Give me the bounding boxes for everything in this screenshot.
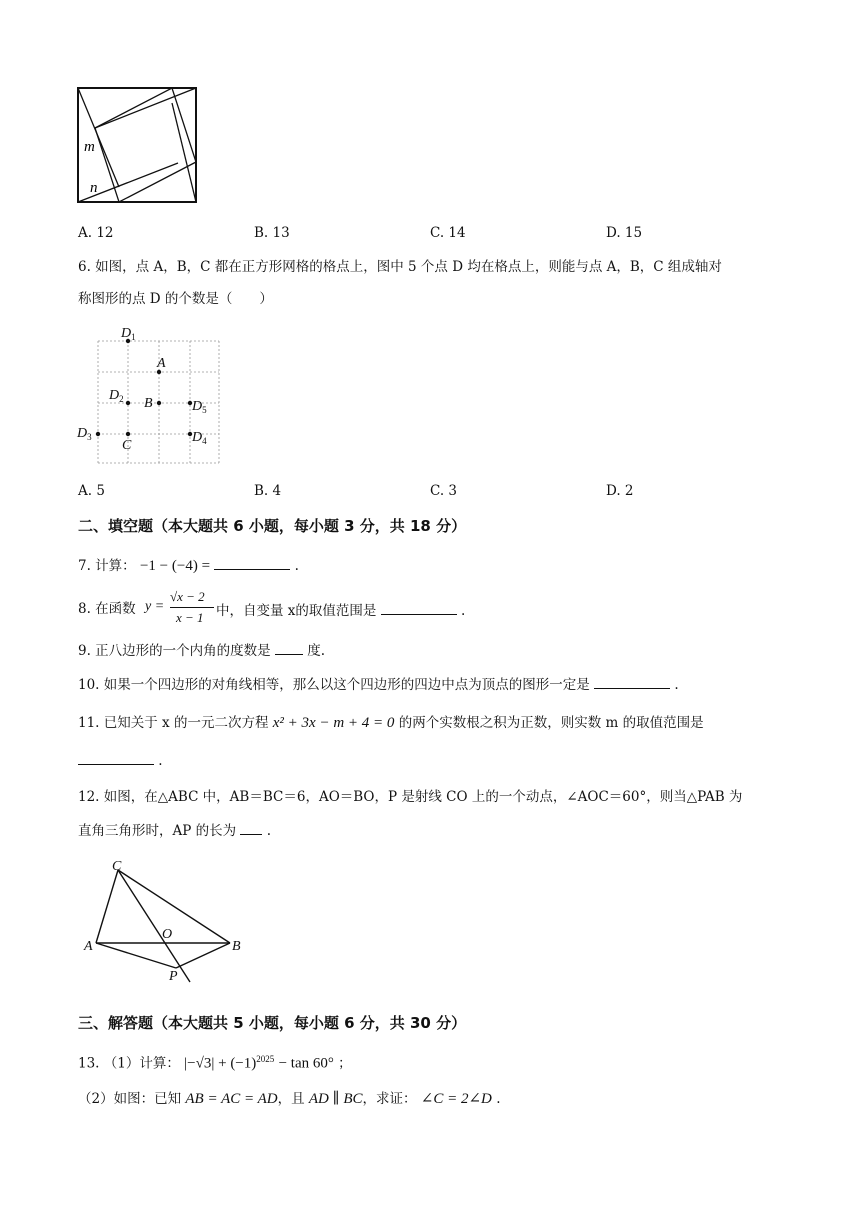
q9-text: 9. 正八边形的一个内角的度数是 [78,643,271,659]
label-d5: $D_5$ [192,399,207,415]
q13-part1-tail: − tan 60° [278,1055,334,1072]
q9-end: 度. [307,643,326,659]
q11-equation: x² + 3x − m + 4 = 0 [272,715,395,731]
label-o: O [162,927,173,942]
point-d2 [126,401,130,405]
q5-option-d: D. 15 [606,225,643,241]
q8-suffix: 中，自变量 x的取值范围是 [216,603,377,619]
label-m: m [84,139,95,155]
q13-part2-parallel: AD ∥ BC [308,1091,363,1107]
q13-part1-prefix: 13. （1）计算： [78,1055,180,1072]
q11 [78,714,704,732]
q11-end: . [158,753,163,769]
q8-end: . [461,603,466,619]
q12-answer-blank[interactable] [240,820,262,835]
q6-option-c: C. 3 [430,483,458,499]
label-c: C [112,859,122,874]
q6-text-line2: 称图形的点 D 的个数是（ ） [78,291,273,307]
q13-part2 [78,1090,500,1108]
q13-part1-expr: |−√3| + (−1) [184,1055,257,1072]
q7 [78,555,299,575]
q6-text-line1: 6. 如图，点 A，B，C 都在正方形网格的格点上，图中 5 个点 D 均在格点上，则能与点 A，B，C 组成轴对 [78,259,722,275]
inner-square [95,88,196,202]
q13-part1-exponent: 2025 [256,1054,275,1064]
q11-answer-blank[interactable] [78,750,154,765]
q12-end: . [266,823,272,839]
q7-prefix: 7. 计算： [78,558,136,574]
q12-triangle-figure [80,858,260,988]
label-p: P [169,969,178,984]
q6-option-d: D. 2 [606,483,634,499]
q8-fraction-bar [170,607,214,608]
q13-part2-end: . [496,1091,501,1107]
label-a: A [84,939,93,954]
q13-part2-claim: ∠C = 2∠D [420,1091,492,1107]
q13-part2-prefix: （2）如图：已知 [78,1091,182,1107]
q10-answer-blank[interactable] [594,674,670,689]
label-d2: $D_2$ [109,388,124,404]
q9 [78,640,325,660]
q12-text-line2: 直角三角形时，AP 的长为 [78,823,237,839]
q11-text-b: 的两个实数根之积为正数，则实数 m 的取值范围是 [398,715,704,731]
q8-numerator: √x − 2 [170,589,205,604]
q6-option-b: B. 4 [254,483,282,499]
q10 [78,674,679,694]
point-c [126,432,130,436]
label-d3: $D_3$ [77,426,92,442]
q8-func-lhs: y = [145,599,165,614]
q5-figure [70,84,210,206]
q12-text-line2-wrap [78,820,271,840]
q5-option-a: A. 12 [78,225,114,241]
label-d4: $D_4$ [192,430,207,446]
label-c: C [122,438,132,453]
q7-end: . [294,558,299,574]
q6-option-a: A. 5 [78,483,105,499]
point-b [157,401,161,405]
q10-text: 10. 如果一个四边形的对角线相等，那么以这个四边形的四边中点为顶点的图形一定是 [78,677,590,693]
label-d1: $D_1$ [121,326,136,342]
q13-part2-mid: ，且 [277,1091,305,1107]
q7-answer-blank[interactable] [214,555,290,570]
q5-option-c: C. 14 [430,225,466,241]
q13-part2-given: AB = AC = AD [185,1091,278,1107]
label-b: B [144,396,153,411]
q13-part2-prove: ，求证： [362,1091,417,1107]
label-a: A [157,356,166,371]
q13-part1-end: ； [338,1055,352,1072]
q8-prefix: 8. 在函数 [78,601,136,617]
q8-answer-blank[interactable] [381,600,457,615]
section-2-title: 二、填空题（本大题共 6 小题，每小题 3 分，共 18 分） [78,517,467,535]
q8-rest [216,600,465,620]
label-n: n [90,180,98,196]
q8-denominator: x − 1 [176,610,204,625]
point-d3 [96,432,100,436]
q6-grid-figure [74,322,234,468]
q13-part1 [78,1050,352,1073]
q11-text-a: 11. 已知关于 x 的一元二次方程 [78,715,269,731]
q9-answer-blank[interactable] [275,640,303,655]
q10-end: . [674,677,679,693]
label-b: B [232,939,241,954]
q5-option-b: B. 13 [254,225,290,241]
q7-expression: −1 − (−4) = [139,558,211,574]
q12-text-line1: 12. 如图，在△ABC 中，AB＝BC＝6，AO＝BO，P 是射线 CO 上的一个动点，∠AOC＝60°，则当△PAB 为 [78,789,743,805]
section-3-title: 三、解答题（本大题共 5 小题，每小题 6 分，共 30 分） [78,1014,467,1032]
q11-answer-line [78,750,163,770]
